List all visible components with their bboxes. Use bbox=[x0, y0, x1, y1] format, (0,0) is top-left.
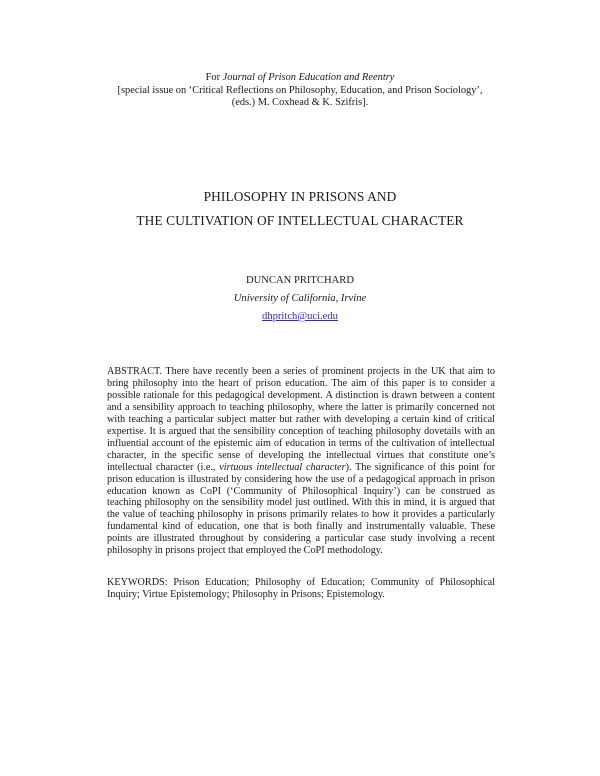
venue-line-2: [special issue on ‘Critical Reflections on Philosophy, Education, and Prison Sociology’, bbox=[117, 84, 483, 96]
publication-note bbox=[0, 72, 600, 110]
author-name: DUNCAN PRITCHARD bbox=[245, 275, 354, 286]
author-block bbox=[0, 272, 600, 326]
abstract bbox=[107, 366, 495, 557]
author-affiliation: University of California, Irvine bbox=[233, 293, 367, 304]
abstract-text-1: ABSTRACT. There have recently been a series of prominent projects in the UK that aim to bring philosophy into the heart of prison education. The aim of this paper is to consider a possible rationale for this pedagogical development. A distinction is drawn between a content and a sensibility approach to teaching philosophy, where the latter is primarily concerned not with teaching a particular subject matter but rather with developing a certain kind of critical expertise. It is argued that the sensibility conception of teaching philosophy dovetails with an influential account of the epistemic aim of education in terms of the cultivation of intellectual character, in the specific sense of developing the intellectual virtues that constitute one’s intellectual character (i.e., bbox=[107, 366, 495, 473]
title-line-1: PHILOSOPHY IN PRISONS AND bbox=[203, 189, 397, 204]
title-line-2: THE CULTIVATION OF INTELLECTUAL CHARACTER bbox=[136, 213, 464, 228]
venue-line-3: (eds.) M. Coxhead & K. Szifris]. bbox=[231, 97, 369, 109]
abstract-emphasis: virtuous intellectual character bbox=[219, 461, 346, 473]
author-email-link[interactable]: dhpritch@uci.edu bbox=[262, 311, 338, 322]
journal-name: Journal of Prison Education and Reentry bbox=[222, 72, 395, 83]
abstract-text-2: ). The significance of this point for prison education is illustrated by considering how the use of a pedagogical approach in prison education known as CoPI (‘Community of Philosophical Inquiry’) can be construed as teaching philosophy on the sensibility model just outlined. With this in mind, it is argued that the value of teaching philosophy in prisons primarily relates to how it provides a particularly fundamental kind of education, one that is both finally and instrumentally valuable. These points are illustrated throughout by considering a particular case study involving a recent philosophy in prisons project that employed the CoPI methodology. bbox=[107, 461, 496, 557]
venue-line-1 bbox=[0, 72, 600, 85]
keywords: KEYWORDS: Prison Education; Philosophy of Education; Community of Philosophical Inquiry; Virtue Epistemology; Philosophy in Prisons; Epistemology. bbox=[107, 577, 495, 600]
venue-prefix: For bbox=[205, 72, 223, 83]
paper-title bbox=[0, 185, 600, 233]
